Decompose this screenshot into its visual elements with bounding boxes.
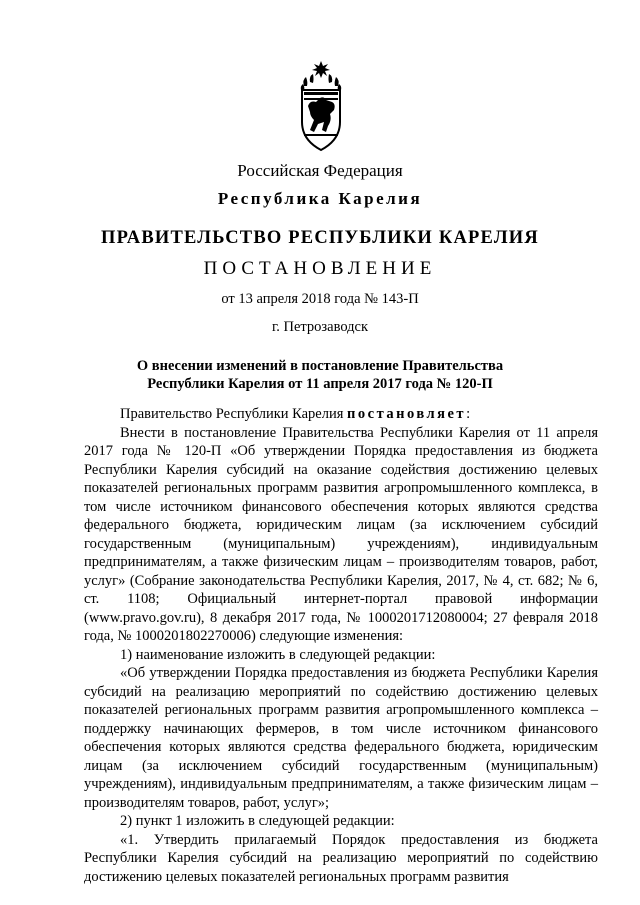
government-title: ПРАВИТЕЛЬСТВО РЕСПУБЛИКИ КАРЕЛИЯ [101, 228, 539, 248]
document-subject [0, 357, 640, 393]
document-type: ПОСТАНОВЛЕНИЕ [203, 258, 437, 279]
intro-text: Правительство Республики Карелия [120, 406, 348, 422]
city: г. Петрозаводск [271, 319, 369, 335]
paragraph-5: «1. Утвердить прилагаемый Порядок предоставления из бюджета Республики Карелия субсидий на реализацию мероприятий по содействию достижению целевых показателей региональных программ развития [84, 831, 598, 885]
intro-paragraph [84, 405, 598, 424]
intro-verb: постановляет [347, 406, 467, 422]
date-and-number: от 13 апреля 2018 года № 143-П [221, 291, 419, 307]
paragraph-2: 1) наименование изложить в следующей редакции: [120, 646, 436, 663]
document-body [84, 405, 598, 886]
paragraph-3: «Об утверждении Порядка предоставления из бюджета Республики Карелия субсидий на реализацию мероприятий по содействию достижению целевых показателей региональных программ развития агропромышленного комплекса – поддержку начинающих фермеров, в том числе источником финансового обеспечения которых являются средства федерального бюджета, юридическим лицам (за исключением субсидий государственным (муниципальным) учреждениям), индивидуальным предпринимателям, а также физическим лицам – производителям товаров, работ, услуг»; [84, 665, 598, 811]
paragraph-4: 2) пункт 1 изложить в следующей редакции: [120, 813, 395, 829]
country-name: Российская Федерация [237, 161, 403, 180]
coat-of-arms-karelia-icon [296, 60, 346, 152]
subject-line-1: О внесении изменений в постановление Правительства [136, 358, 504, 374]
paragraph-1: Внести в постановление Правительства Республики Карелия от 11 апреля 2017 года № 120-П «Об утверждении Порядка предоставления из бюджета Республики Карелия субсидий на оказание содействия достижению целевых показателей региональных программ развития агропромышленного комплекса, в том числе источником финансового обеспечения которых являются средства федерального бюджета, юридическим лицам (за исключением субсидий государственным (муниципальным) учреждениям), индивидуальным предпринимателям, а также физическим лицам – производителям товаров, работ, услуг» (Собрание законодательства Республики Карелия, 2017, № 4, ст. 682; № 6, ст. 1108; Официальный интернет-портал правовой информации (www.pravo.gov.ru), 8 декабря 2017 года, № 1000201712080004; 27 февраля 2018 года, № 1000201802270006) следующие изменения: [84, 424, 598, 644]
republic-name: Республика Карелия [217, 189, 423, 208]
subject-line-2: Республики Карелия от 11 апреля 2017 года № 120-П [147, 376, 493, 392]
intro-colon: : [466, 406, 471, 422]
